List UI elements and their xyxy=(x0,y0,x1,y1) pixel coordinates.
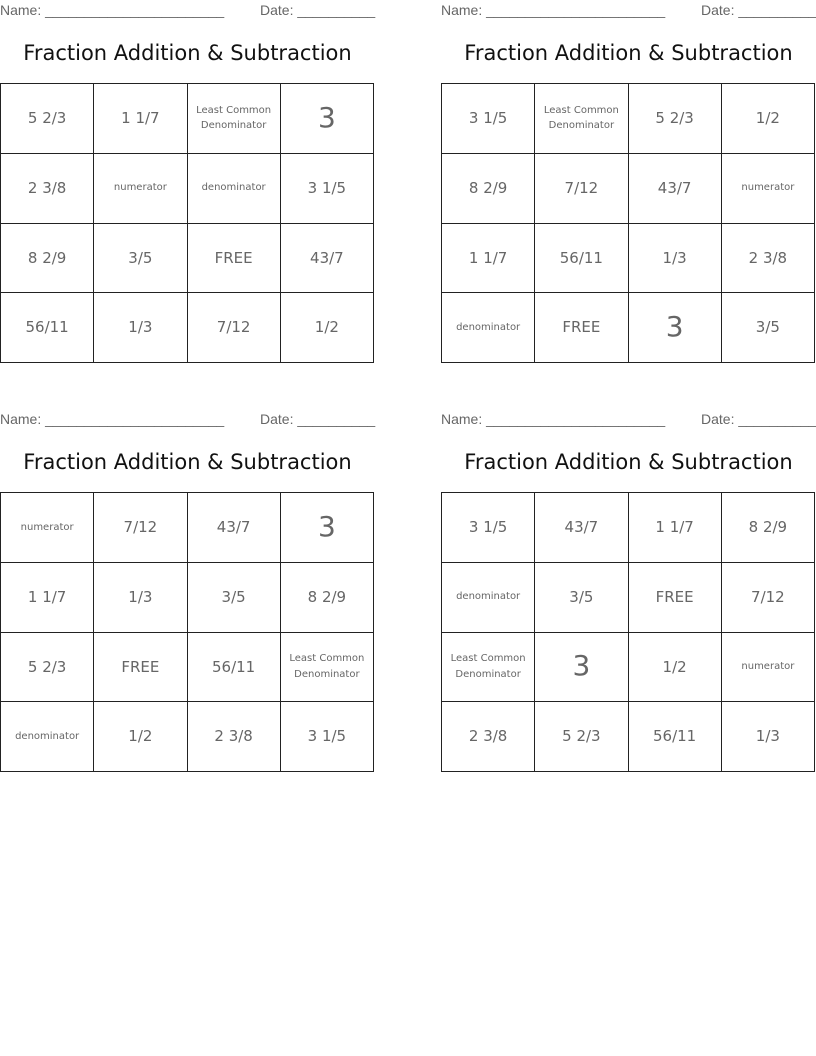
bingo-cell[interactable]: 7/12 xyxy=(188,293,281,363)
bingo-cell[interactable]: 7/12 xyxy=(722,563,815,633)
bingo-cell[interactable]: 2 3/8 xyxy=(722,224,815,294)
date-field[interactable]: Date: __________ xyxy=(701,411,816,427)
bingo-cell[interactable]: 1 1/7 xyxy=(1,563,94,633)
bingo-cell[interactable]: 43/7 xyxy=(281,224,374,294)
bingo-cell[interactable]: 3/5 xyxy=(188,563,281,633)
bingo-cell[interactable]: 5 2/3 xyxy=(535,702,628,772)
bingo-cell[interactable]: Least Common Denominator xyxy=(188,84,281,154)
name-field[interactable]: Name: _______________________ xyxy=(0,2,225,18)
bingo-cell[interactable]: 1 1/7 xyxy=(629,493,722,563)
date-field[interactable]: Date: __________ xyxy=(260,411,376,427)
name-field[interactable]: Name: _______________________ xyxy=(0,411,225,427)
bingo-cell[interactable]: 3 1/5 xyxy=(281,154,374,224)
bingo-cell[interactable]: 2 3/8 xyxy=(1,154,94,224)
bingo-cell[interactable]: 3 1/5 xyxy=(442,493,535,563)
bingo-cell[interactable]: 1/2 xyxy=(722,84,815,154)
bingo-cell[interactable]: 43/7 xyxy=(629,154,722,224)
bingo-cell[interactable]: 56/11 xyxy=(188,633,281,703)
bingo-cell[interactable]: 1/3 xyxy=(94,293,187,363)
bingo-grid xyxy=(0,492,374,772)
bingo-cell[interactable]: Least Common Denominator xyxy=(535,84,628,154)
bingo-cell[interactable]: numerator xyxy=(722,154,815,224)
bingo-cell[interactable]: 1/2 xyxy=(281,293,374,363)
name-field[interactable]: Name: _______________________ xyxy=(441,2,666,18)
bingo-cell[interactable]: 3/5 xyxy=(94,224,187,294)
bingo-cell[interactable]: Least Common Denominator xyxy=(281,633,374,703)
bingo-grid xyxy=(0,83,374,363)
card-title: Fraction Addition & Subtraction xyxy=(23,41,352,65)
bingo-cell[interactable]: 56/11 xyxy=(629,702,722,772)
bingo-cell[interactable]: denominator xyxy=(442,293,535,363)
card-title: Fraction Addition & Subtraction xyxy=(23,450,352,474)
bingo-cell[interactable]: 56/11 xyxy=(535,224,628,294)
bingo-cell[interactable]: 3/5 xyxy=(722,293,815,363)
bingo-cell[interactable]: 3 1/5 xyxy=(281,702,374,772)
bingo-cell[interactable]: 2 3/8 xyxy=(442,702,535,772)
bingo-cell[interactable]: 3 xyxy=(281,84,374,154)
bingo-cell[interactable]: 5 2/3 xyxy=(1,633,94,703)
bingo-cell[interactable]: FREE xyxy=(188,224,281,294)
bingo-cell[interactable]: 3/5 xyxy=(535,563,628,633)
bingo-cell[interactable]: 8 2/9 xyxy=(722,493,815,563)
bingo-cell[interactable]: 8 2/9 xyxy=(1,224,94,294)
bingo-cell[interactable]: 1/2 xyxy=(94,702,187,772)
bingo-cell[interactable]: 3 xyxy=(629,293,722,363)
card-title: Fraction Addition & Subtraction xyxy=(464,41,793,65)
bingo-cell[interactable]: denominator xyxy=(188,154,281,224)
bingo-cell[interactable]: 1/3 xyxy=(94,563,187,633)
date-field[interactable]: Date: __________ xyxy=(260,2,376,18)
bingo-cell[interactable]: 43/7 xyxy=(188,493,281,563)
bingo-cell[interactable]: Least Common Denominator xyxy=(442,633,535,703)
card-title: Fraction Addition & Subtraction xyxy=(464,450,793,474)
bingo-grid xyxy=(441,492,815,772)
bingo-grid xyxy=(441,83,815,363)
bingo-cell[interactable]: numerator xyxy=(722,633,815,703)
bingo-cell[interactable]: 8 2/9 xyxy=(281,563,374,633)
bingo-cell[interactable]: FREE xyxy=(629,563,722,633)
bingo-cell[interactable]: 1/3 xyxy=(629,224,722,294)
bingo-cell[interactable]: 3 xyxy=(535,633,628,703)
bingo-cell[interactable]: denominator xyxy=(442,563,535,633)
bingo-cell[interactable]: FREE xyxy=(94,633,187,703)
bingo-cell[interactable]: 43/7 xyxy=(535,493,628,563)
bingo-cell[interactable]: FREE xyxy=(535,293,628,363)
bingo-cell[interactable]: 5 2/3 xyxy=(629,84,722,154)
bingo-cell[interactable]: 8 2/9 xyxy=(442,154,535,224)
bingo-cell[interactable]: 7/12 xyxy=(535,154,628,224)
bingo-cell[interactable]: 7/12 xyxy=(94,493,187,563)
bingo-cell[interactable]: 3 1/5 xyxy=(442,84,535,154)
bingo-cell[interactable]: 5 2/3 xyxy=(1,84,94,154)
bingo-cell[interactable]: numerator xyxy=(1,493,94,563)
bingo-cell[interactable]: 56/11 xyxy=(1,293,94,363)
bingo-cell[interactable]: 1 1/7 xyxy=(442,224,535,294)
bingo-cell[interactable]: numerator xyxy=(94,154,187,224)
bingo-cell[interactable]: 1/3 xyxy=(722,702,815,772)
bingo-cell[interactable]: 1/2 xyxy=(629,633,722,703)
bingo-cell[interactable]: 1 1/7 xyxy=(94,84,187,154)
bingo-cell[interactable]: 2 3/8 xyxy=(188,702,281,772)
date-field[interactable]: Date: __________ xyxy=(701,2,816,18)
bingo-cell[interactable]: denominator xyxy=(1,702,94,772)
name-field[interactable]: Name: _______________________ xyxy=(441,411,666,427)
bingo-cell[interactable]: 3 xyxy=(281,493,374,563)
